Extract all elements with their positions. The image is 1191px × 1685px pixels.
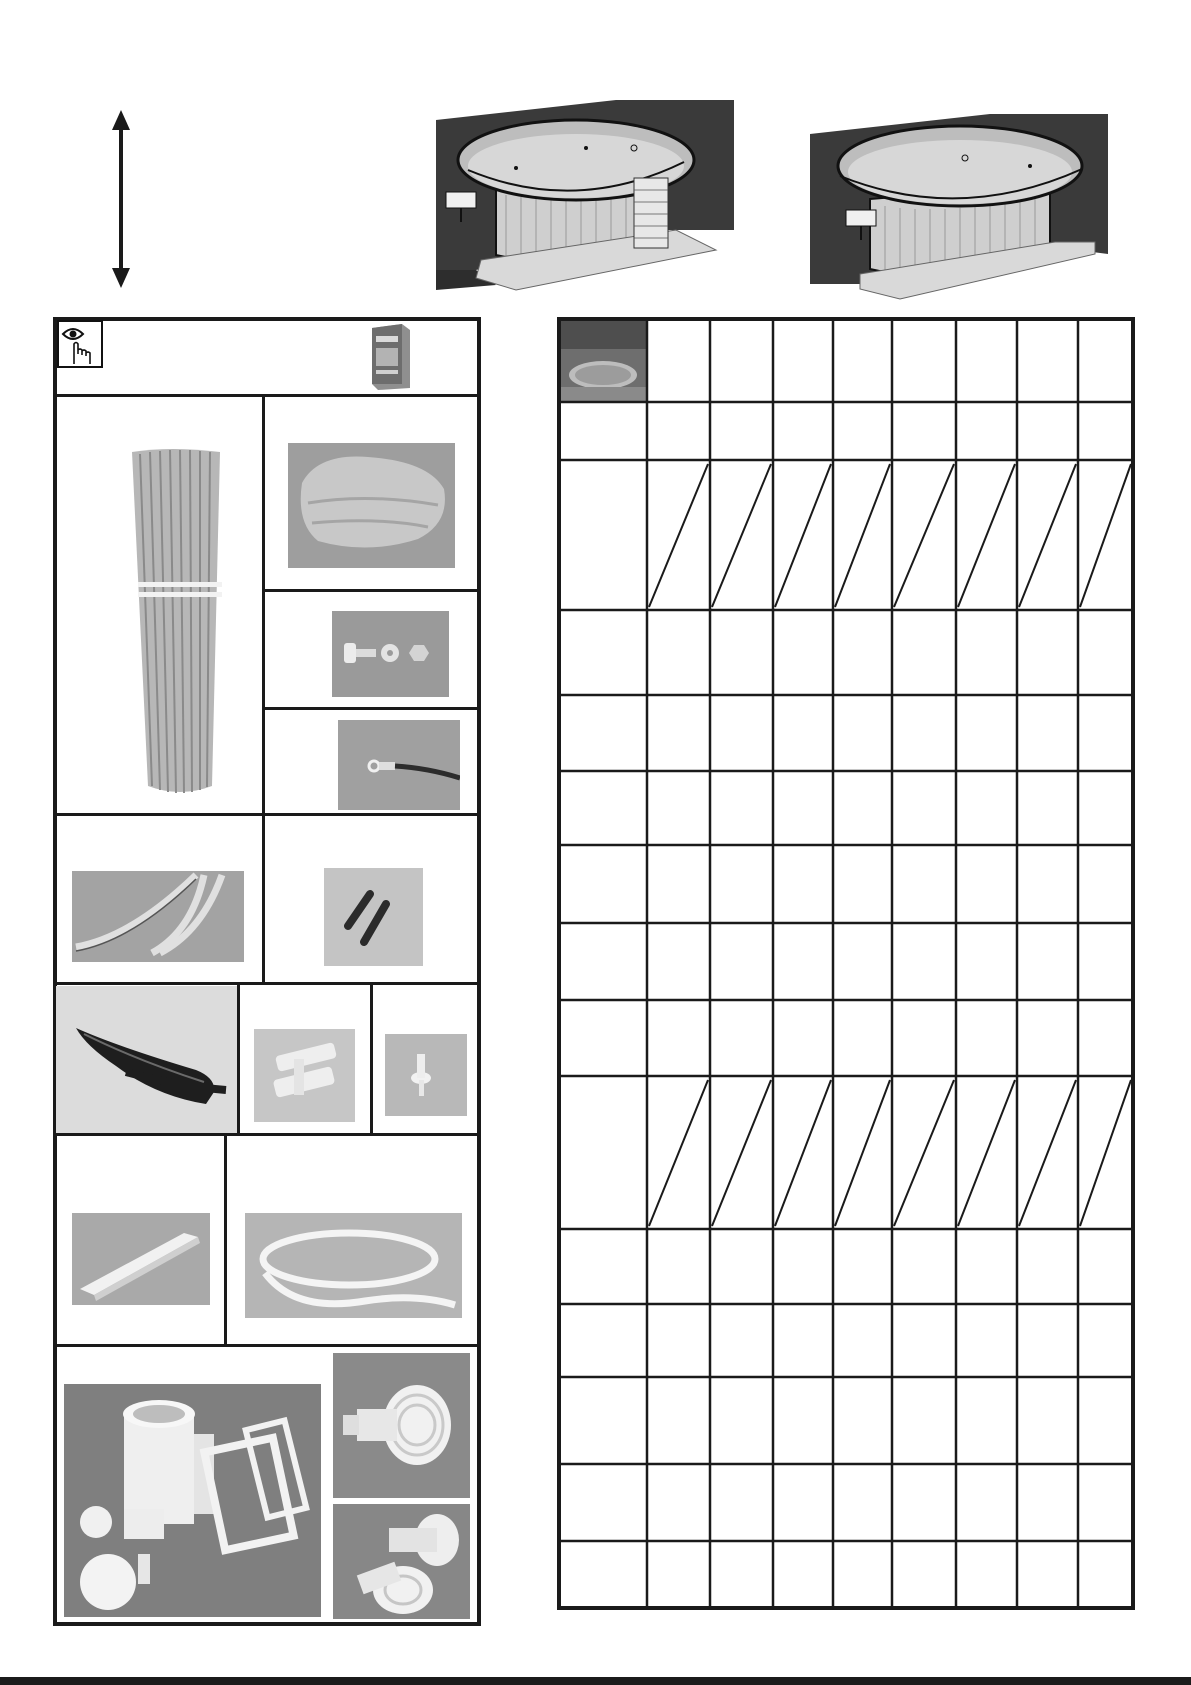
bolt-washer-nut-photo (332, 611, 449, 697)
wall-stud-photo (385, 1034, 467, 1116)
skimmer-set-photo (64, 1384, 321, 1617)
eye-hand-icon (57, 320, 103, 368)
page-footer-bar (0, 1677, 1191, 1685)
coping-joint-photo (254, 1029, 355, 1122)
depth-arrow (108, 110, 134, 288)
product-box-photo (368, 322, 414, 392)
diagonal-strikes-row-3 (649, 464, 1131, 607)
liner-bead-strip-photo (245, 1213, 462, 1318)
rail-connectors-photo (324, 868, 423, 966)
angle-profile-photo (72, 1213, 210, 1305)
diagonal-strikes-row-10 (649, 1080, 1131, 1226)
spec-table (557, 317, 1135, 1610)
pool-illustration-semi-inground (436, 100, 736, 292)
spec-table-grid (557, 317, 1135, 1610)
coping-profile-photo (56, 986, 237, 1133)
ground-cable-photo (338, 720, 460, 810)
pool-illustration-inground (810, 114, 1110, 306)
inlet-nozzles-photo (333, 1504, 470, 1619)
steel-wall-roll-photo (120, 446, 228, 798)
pool-liner-photo (288, 443, 455, 568)
wall-rails-photo (72, 871, 244, 962)
return-nozzle-photo (333, 1353, 470, 1498)
pool-header-photo (561, 321, 647, 401)
